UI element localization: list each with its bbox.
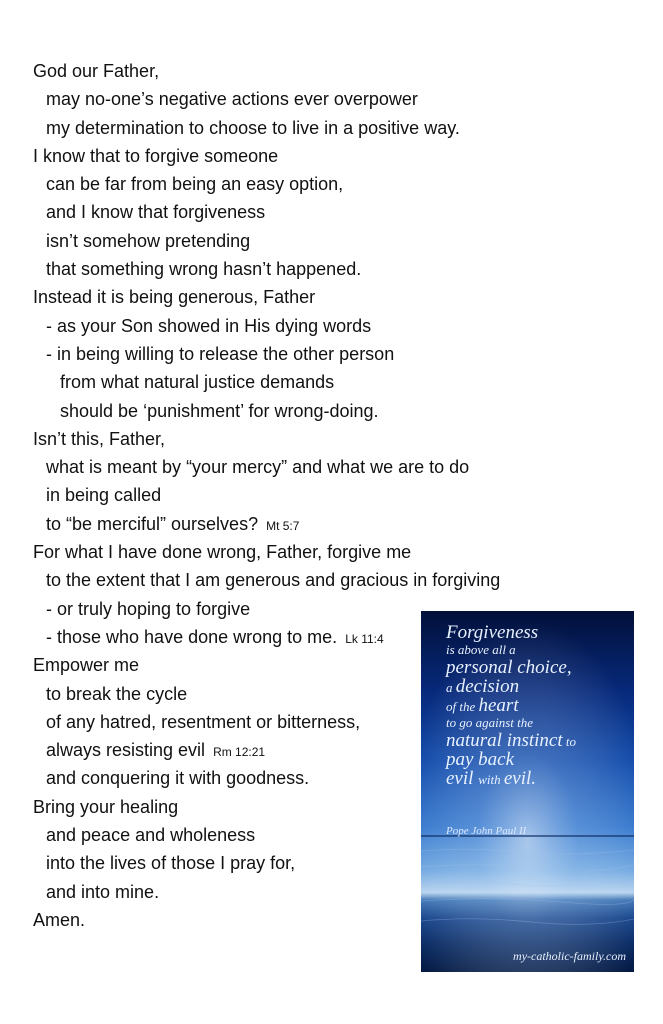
prayer-line xyxy=(33,368,593,396)
prayer-line-text: Isn’t this, Father, xyxy=(33,428,166,449)
prayer-line xyxy=(33,85,593,113)
quote-fragment: pay back xyxy=(446,749,515,770)
prayer-line-text: that something wrong hasn’t happened. xyxy=(46,259,362,280)
prayer-line xyxy=(33,57,593,85)
quote-line xyxy=(446,750,631,769)
prayer-line-text: my determination to choose to live in a positive way. xyxy=(46,117,460,138)
prayer-line-text: For what I have done wrong, Father, forgive me xyxy=(33,542,412,563)
prayer-line-text: of any hatred, resentment or bitterness, xyxy=(46,711,361,732)
prayer-line-text: God our Father, xyxy=(33,61,160,81)
quote-fragment: Forgiveness xyxy=(446,622,539,643)
prayer-line xyxy=(33,397,593,425)
quote-line xyxy=(446,731,631,750)
prayer-line xyxy=(33,425,593,453)
prayer-line-text: - in being willing to release the other person xyxy=(46,343,395,364)
quote-fragment: with xyxy=(478,772,504,787)
prayer-line-text: - as your Son showed in His dying words xyxy=(46,315,372,336)
prayer-line-text: isn’t somehow pretending xyxy=(46,230,251,251)
quote-fragment: decision xyxy=(455,676,520,697)
prayer-line-text: in being called xyxy=(46,485,162,506)
quote-fragment: is above all a xyxy=(446,642,516,657)
quote-fragment: to xyxy=(562,734,577,749)
prayer-line xyxy=(33,566,593,594)
prayer-line-text: into the lives of those I pray for, xyxy=(46,853,296,874)
prayer-line-text: Instead it is being generous, Father xyxy=(33,287,316,308)
prayer-line xyxy=(33,255,593,283)
prayer-line xyxy=(33,510,593,538)
prayer-line xyxy=(33,114,593,142)
prayer-line-text: - or truly hoping to forgive xyxy=(46,598,251,619)
prayer-line-text: always resisting evil xyxy=(46,740,206,761)
quote-fragment: natural instinct xyxy=(446,730,563,751)
prayer-line-text: - those who have done wrong to me. xyxy=(46,626,338,647)
quote-fragment: of the xyxy=(446,699,479,714)
prayer-line-text: I know that to forgive someone xyxy=(33,145,279,166)
quote-line xyxy=(446,642,631,658)
quote-image-card xyxy=(421,611,634,972)
prayer-line-text: and peace and wholeness xyxy=(46,825,256,846)
prayer-line-text: and conquering it with goodness. xyxy=(46,768,310,789)
prayer-line-text: to break the cycle xyxy=(46,683,188,704)
prayer-line xyxy=(33,453,593,481)
prayer-line xyxy=(33,198,593,226)
prayer-line-text: and into mine. xyxy=(46,881,160,902)
prayer-line-text: can be far from being an easy option, xyxy=(46,174,344,195)
scripture-reference: Mt 5:7 xyxy=(266,518,300,533)
quote-fragment: evil. xyxy=(503,768,537,789)
quote-line xyxy=(446,696,631,715)
quote-line xyxy=(446,715,631,731)
scripture-reference: Lk 11:4 xyxy=(345,631,384,646)
quote-fragment: personal choice, xyxy=(446,657,572,678)
prayer-line xyxy=(33,481,593,509)
scripture-reference: Rm 12:21 xyxy=(213,745,266,760)
prayer-line-text: what is meant by “your mercy” and what we are to do xyxy=(46,457,470,478)
prayer-line-text: Amen. xyxy=(33,909,86,930)
prayer-line-text: may no-one’s negative actions ever overpower xyxy=(46,89,418,110)
prayer-line-text: should be ‘punishment’ for wrong-doing. xyxy=(60,400,379,421)
prayer-line-text: to “be merciful” ourselves? xyxy=(46,513,259,534)
quote-line xyxy=(446,769,631,788)
quote-author: Pope John Paul II xyxy=(446,825,527,837)
quote-fragment: heart xyxy=(478,695,519,716)
quote-line xyxy=(446,658,631,677)
quote-line xyxy=(446,677,631,696)
quote-fragment: to go against the xyxy=(446,715,534,730)
prayer-line-text: to the extent that I am generous and gracious in forgiving xyxy=(46,570,501,591)
prayer-line xyxy=(33,312,593,340)
quote-fragment: a xyxy=(446,680,456,695)
prayer-line xyxy=(33,170,593,198)
quote-text xyxy=(446,623,631,788)
quote-line xyxy=(446,623,631,642)
website-watermark: my-catholic-family.com xyxy=(513,949,626,963)
prayer-line xyxy=(33,538,593,566)
prayer-line xyxy=(33,142,593,170)
prayer-line-text: Empower me xyxy=(33,655,140,676)
prayer-line-text: from what natural justice demands xyxy=(60,372,335,393)
prayer-line xyxy=(33,283,593,311)
prayer-line-text: and I know that forgiveness xyxy=(46,202,266,223)
prayer-line xyxy=(33,227,593,255)
prayer-line-text: Bring your healing xyxy=(33,796,179,817)
prayer-line xyxy=(33,340,593,368)
quote-fragment: evil xyxy=(446,768,479,789)
